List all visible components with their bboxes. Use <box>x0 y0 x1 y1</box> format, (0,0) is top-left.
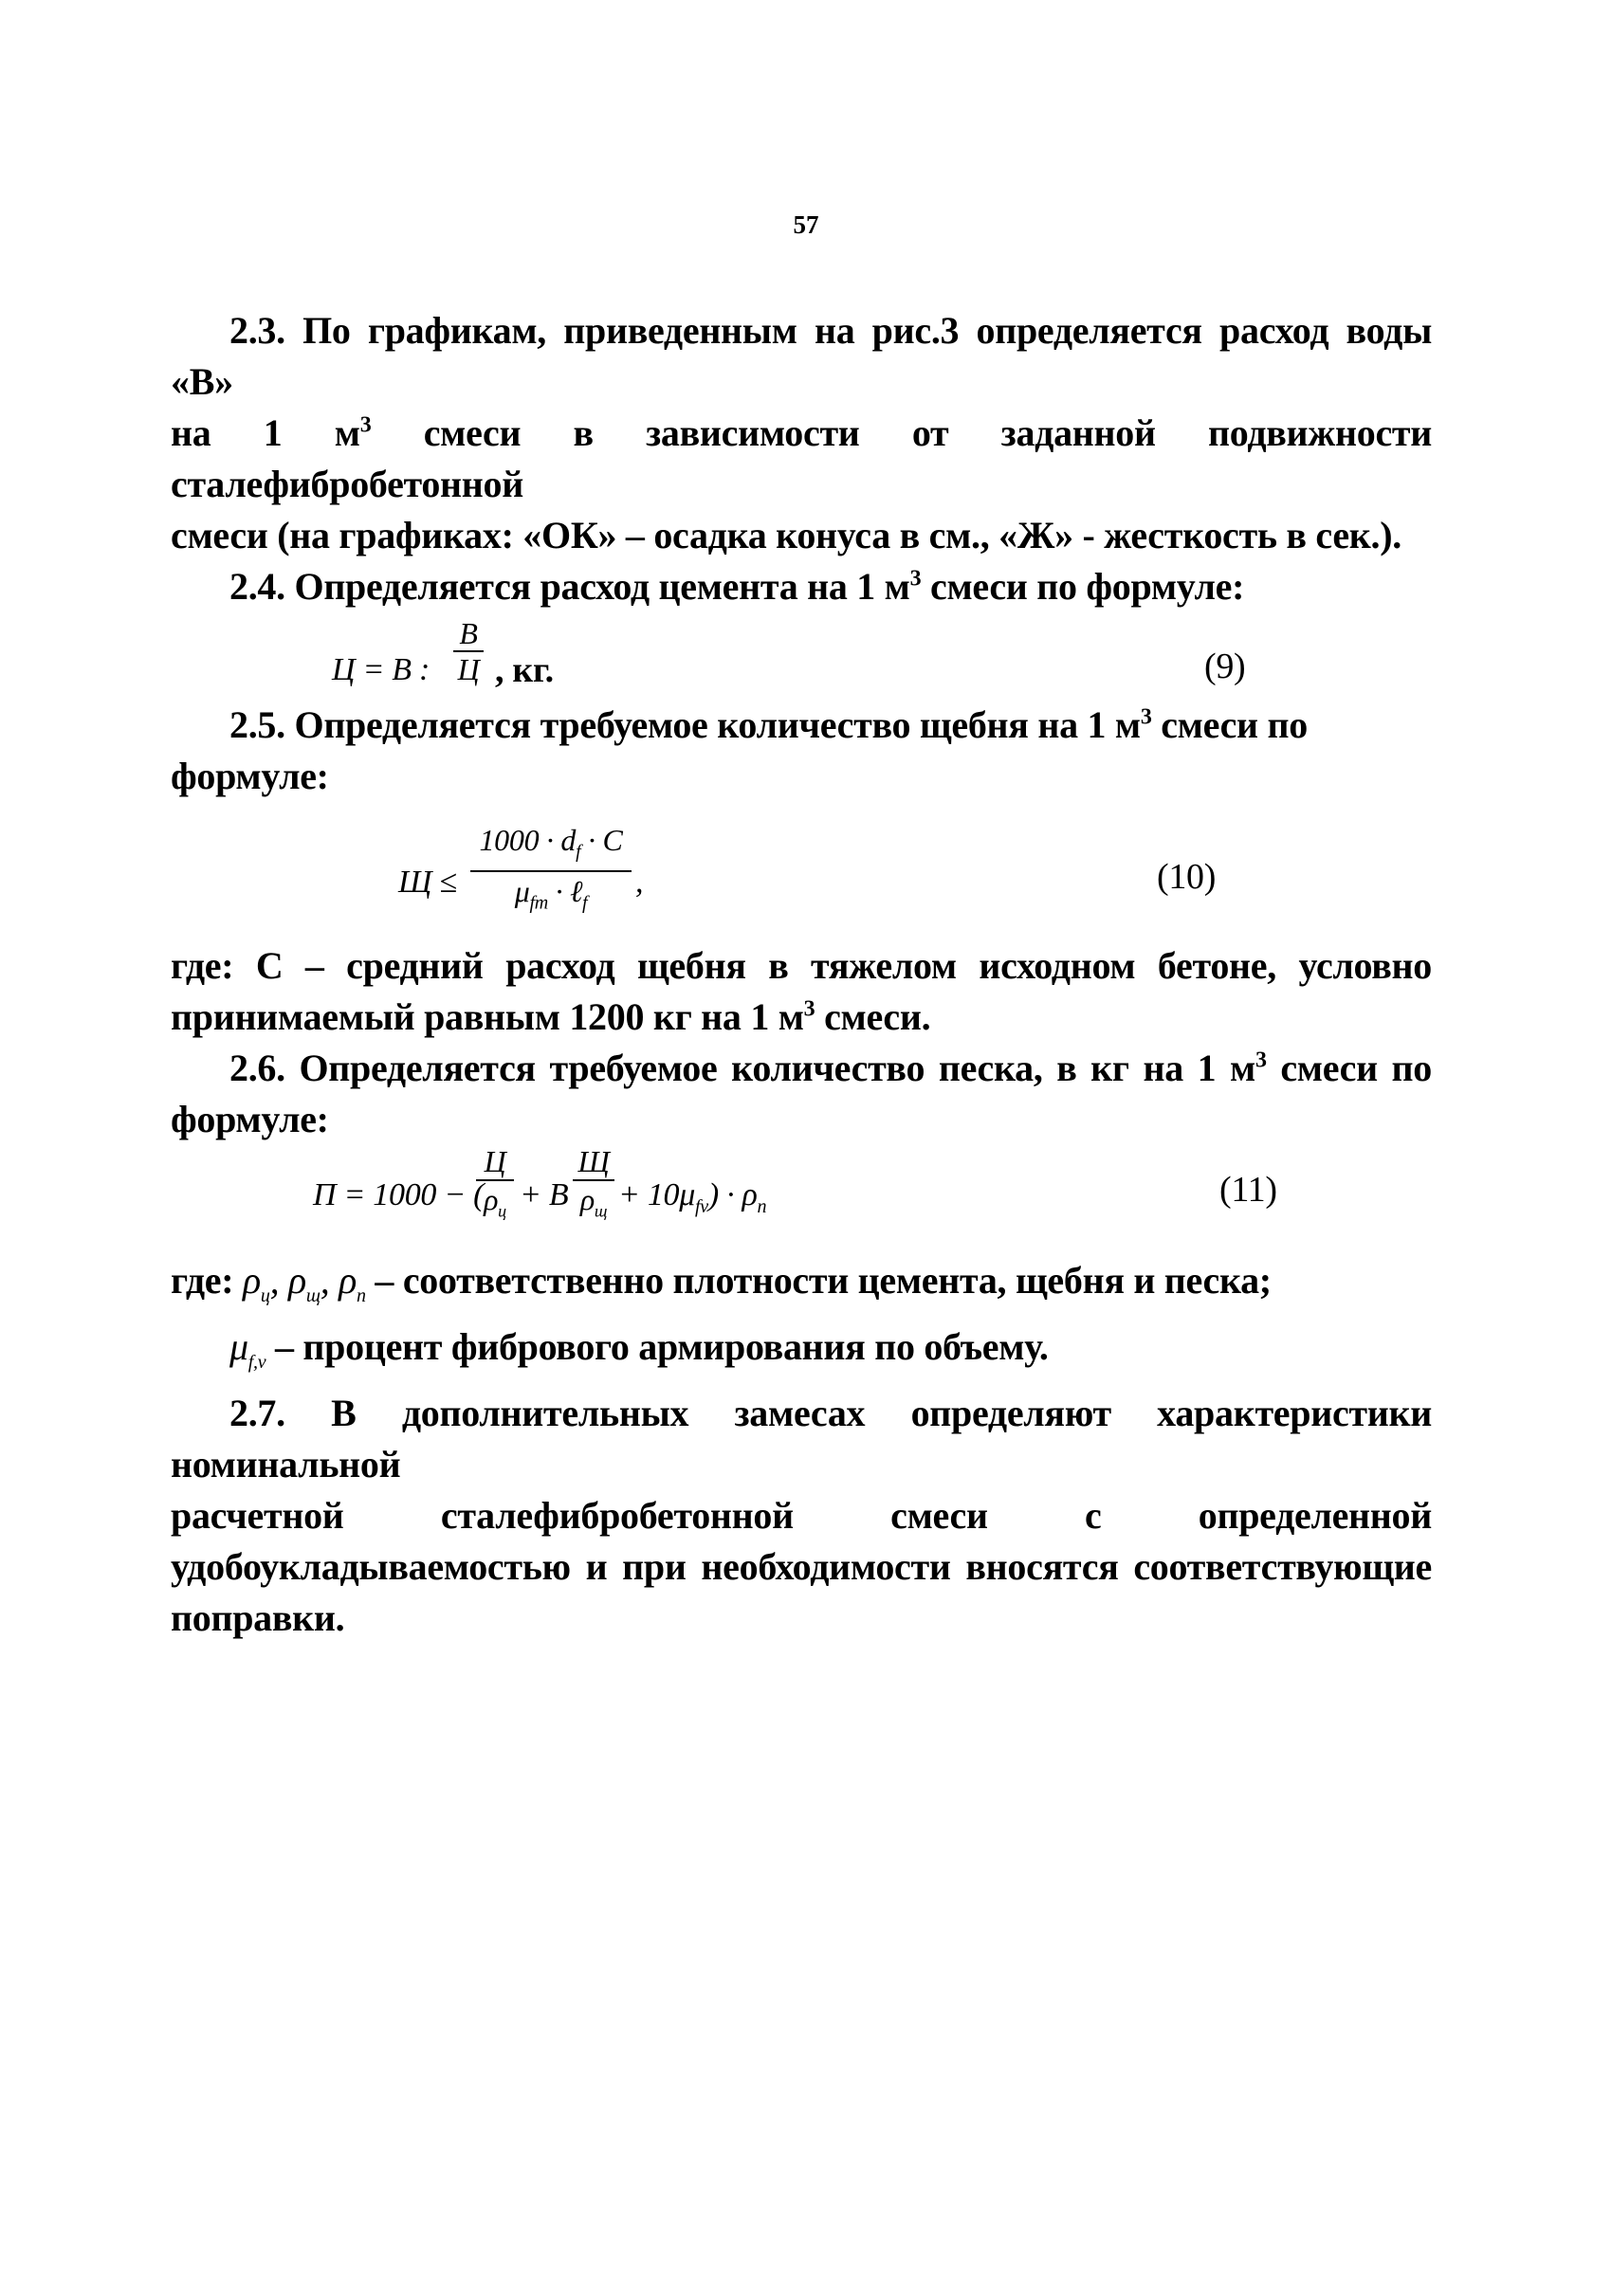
formula-10 <box>171 819 1432 940</box>
formula-11-tail: + $10\mu_{fv}) \cdot \rho_п$ <box>618 1177 767 1217</box>
where1-line1: где: С – средний расход щебня в тяжелом исходном бетоне, условно <box>171 944 1432 987</box>
p27-line1: 2.7. В дополнительных замесах определяют характеристики номинальной <box>171 1392 1432 1485</box>
formula-11-fraction-2 <box>573 1143 614 1229</box>
formula-10-comma: , <box>635 865 644 900</box>
formula-9-fraction <box>453 616 484 686</box>
where2-line1: где: $\rho_ц$, $\rho_щ$, $\rho_п$ – соответственно плотности цемента, щебня и песка; <box>171 1259 1272 1306</box>
formula-9 <box>171 612 1432 700</box>
formula-11-fraction-1 <box>476 1143 514 1229</box>
p27-line4: поправки. <box>171 1596 345 1639</box>
p27-line3: удобоукладываемостью и при необходимости вносятся соответствующие <box>171 1545 1432 1588</box>
formula-9-unit: , кг. <box>495 650 554 690</box>
page-content <box>171 305 1432 1644</box>
p27-line2: расчетной сталефибробетонной смеси с определенной <box>171 1494 1432 1537</box>
formula-11-frac1-num: Ц <box>484 1144 506 1178</box>
formula-10-numerator: $1000 \cdot d_f \cdot C$ <box>479 823 623 863</box>
formula-11-frac1-den: $\rho_ц$ <box>484 1182 506 1221</box>
formula-11-frac2-den: $\rho_щ$ <box>579 1182 608 1221</box>
formula-9-lhs: Ц = В : <box>332 652 430 687</box>
formula-9-denominator: Ц <box>457 652 480 686</box>
p26-line1: 2.6. Определяется требуемое количество песка, в кг на 1 $м^3$ смеси по <box>229 1047 1432 1089</box>
formula-11-lhs: П = 1000 − ( <box>313 1177 485 1212</box>
formula-11-frac2-num: Щ <box>577 1144 610 1178</box>
formula-9-number: (9) <box>1204 647 1246 686</box>
p23-line3: смеси (на графиках: «ОК» – осадка конуса в см., «Ж» - жесткость в сек.). <box>171 514 1401 556</box>
formula-10-fraction <box>470 821 632 922</box>
formula-10-number: (10) <box>1157 857 1217 897</box>
where2-line2: $\mu_{f,v}$ – процент фибрового армирования по объему. <box>229 1325 1049 1373</box>
page-number: 57 <box>793 210 819 239</box>
p24: 2.4. Определяется расход цемента на 1 $м^3$ смеси по формуле: <box>229 565 1245 608</box>
p23-line1: 2.3. По графикам, приведенным на рис.3 определяется расход воды «В» <box>171 309 1432 403</box>
formula-11 <box>171 1145 1432 1255</box>
where1-line2: принимаемый равным 1200 кг на 1 $м^3$ смеси. <box>171 995 931 1038</box>
formula-11-number: (11) <box>1219 1170 1277 1210</box>
formula-9-numerator: В <box>459 616 478 650</box>
formula-10-denominator: $\mu_{fm}$ · ℓ$_f$ <box>514 874 588 914</box>
p26-line2: формуле: <box>171 1098 329 1140</box>
p25: 2.5. Определяется требуемое количество щебня на 1 $м^3$ смеси по формуле: <box>171 703 1308 797</box>
formula-11-plus: + В <box>520 1177 569 1212</box>
p23-line2: на 1 $м^3$ смеси в зависимости от заданной подвижности сталефибробетонной <box>171 411 1432 505</box>
formula-10-lhs: Щ ≤ <box>398 865 457 900</box>
